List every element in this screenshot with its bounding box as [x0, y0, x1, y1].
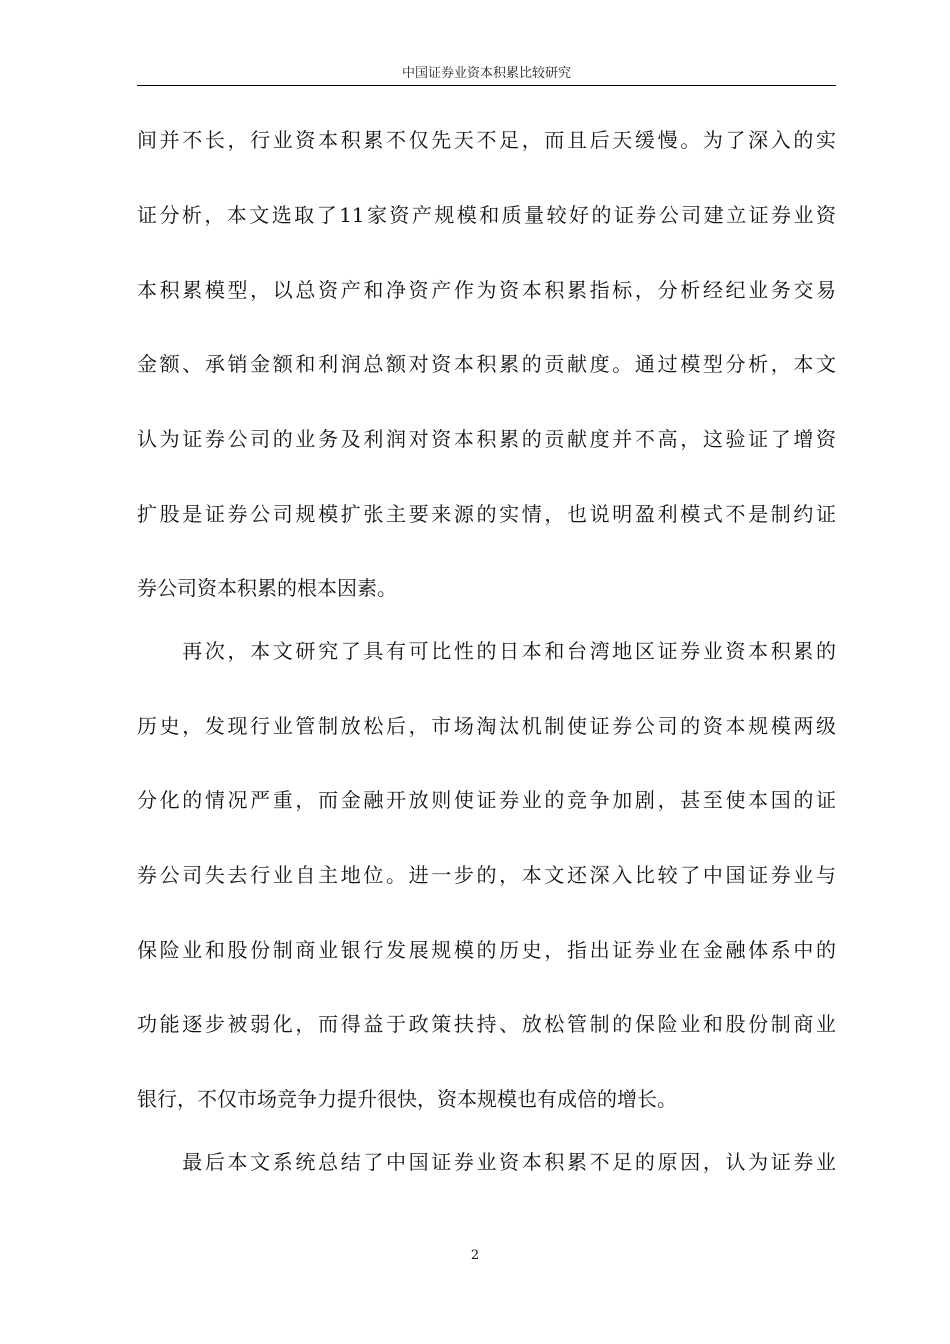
text-line: 保险业和股份制商业银行发展规模的历史，指出证券业在金融体系中的: [137, 938, 836, 962]
text-line: 证分析，本文选取了11家资产规模和质量较好的证券公司建立证券业资: [137, 203, 836, 227]
text-line: 银行，不仅市场竞争力提升很快，资本规模也有成倍的增长。: [137, 1087, 677, 1111]
text-line: 金额、承销金额和利润总额对资本积累的贡献度。通过模型分析，本文: [137, 352, 836, 376]
text-line: 本积累模型，以总资产和净资产作为资本积累指标，分析经纪业务交易: [137, 278, 836, 302]
page-header: 中国证券业资本积累比较研究: [401, 66, 571, 81]
header-rule: [137, 85, 836, 86]
text-line: 功能逐步被弱化，而得益于政策扶持、放松管制的保险业和股份制商业: [137, 1012, 836, 1036]
text-line: 分化的情况严重，而金融开放则使证券业的竞争加剧，甚至使本国的证: [137, 788, 836, 812]
text-line: 间并不长，行业资本积累不仅先天不足，而且后天缓慢。为了深入的实: [137, 128, 836, 152]
page-number: 2: [470, 1248, 480, 1263]
text-line: 扩股是证券公司规模扩张主要来源的实情，也说明盈利模式不是制约证: [137, 502, 836, 526]
text-line: 券公司资本积累的根本因素。: [137, 576, 397, 600]
text-line: 最后本文系统总结了中国证券业资本积累不足的原因，认为证券业: [137, 1150, 836, 1174]
text-line: 再次，本文研究了具有可比性的日本和台湾地区证券业资本积累的: [137, 639, 836, 663]
text-line: 券公司失去行业自主地位。进一步的，本文还深入比较了中国证券业与: [137, 863, 836, 887]
text-line: 认为证券公司的业务及利润对资本积累的贡献度并不高，这验证了增资: [137, 427, 836, 451]
text-line: 历史，发现行业管制放松后，市场淘汰机制使证券公司的资本规模两级: [137, 714, 836, 738]
